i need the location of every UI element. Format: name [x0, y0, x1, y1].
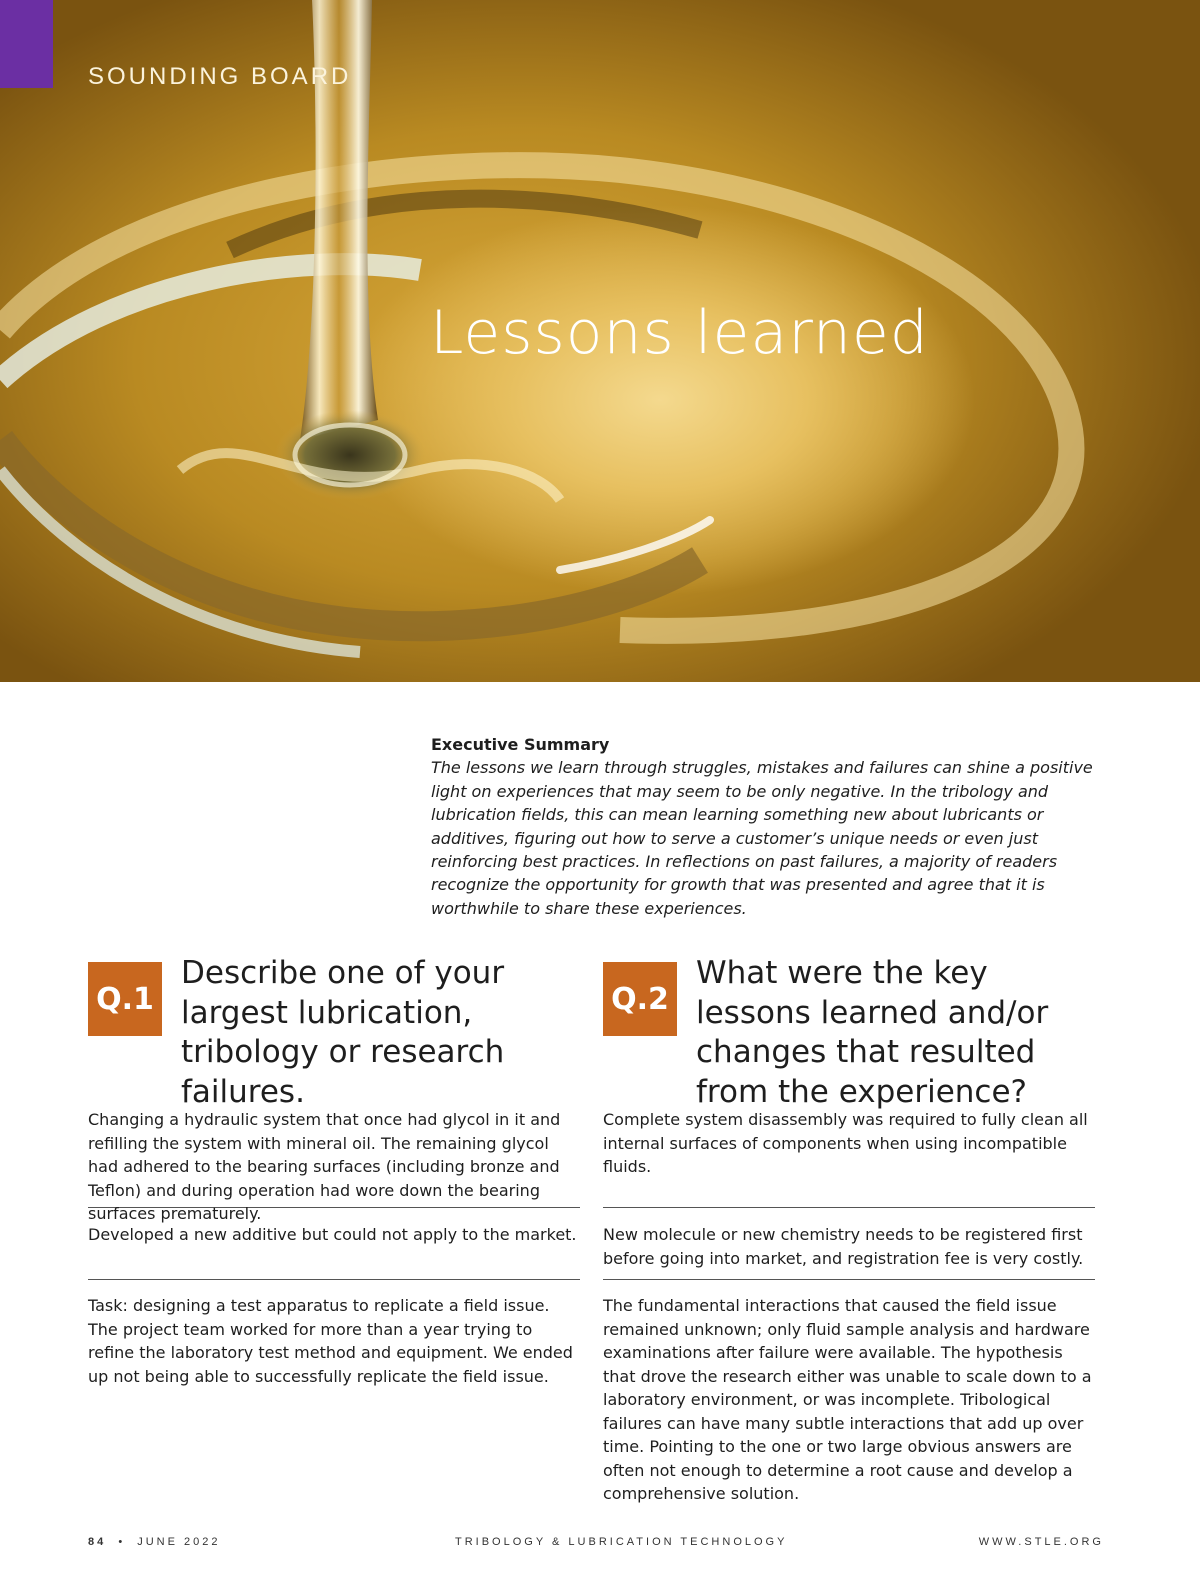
footer-separator: • — [118, 1536, 126, 1548]
executive-summary-heading: Executive Summary — [431, 735, 610, 754]
divider — [603, 1279, 1095, 1280]
question-text: Describe one of your largest lubrication, tribology or research failures. — [181, 955, 505, 1110]
question-badge: Q.1 — [88, 962, 162, 1036]
website-link[interactable]: WWW.STLE.ORG — [978, 1536, 1104, 1548]
issue-date: JUNE 2022 — [137, 1536, 221, 1548]
section-label: SOUNDING BOARD — [88, 63, 352, 90]
footer-left — [88, 1536, 221, 1548]
answer-item: New molecule or new chemistry needs to be registered first before going into market, and registration fee is very costly. — [603, 1225, 1084, 1268]
divider — [603, 1207, 1095, 1208]
answer-item: The fundamental interactions that caused the field issue remained unknown; only fluid sample analysis and hardware examinations after failure were available. The hypothesis that drove the research either was unable to scale down to a laboratory environment, or was incomplete. Tribological failures can have many subtle interactions that add up over time. Pointing to the one or two large obvious answers are often not enough to determine a root cause and develop a comprehensive solution. — [603, 1296, 1092, 1503]
answer-item: Changing a hydraulic system that once had glycol in it and refilling the system with mineral oil. The remaining glycol had adhered to the bearing surfaces (including bronze and Teflon) and during operation had wore down the bearing surfaces prematurely. — [88, 1110, 561, 1223]
question-1-answers — [88, 1108, 580, 1388]
page-number: 84 — [88, 1536, 107, 1548]
page-title: Lessons learned — [430, 298, 929, 368]
publication-name: TRIBOLOGY & LUBRICATION TECHNOLOGY — [455, 1536, 788, 1548]
answer-item: Complete system disassembly was required to fully clean all internal surfaces of components when using incompatible fluids. — [603, 1110, 1088, 1176]
executive-summary — [431, 733, 1103, 920]
hero-image — [0, 0, 1200, 682]
question-2-answers — [603, 1108, 1095, 1506]
answer-item: Task: designing a test apparatus to replicate a field issue. The project team worked for more than a year trying to refine the laboratory test method and equipment. We ended up not being able to successfully replicate the field issue. — [88, 1296, 573, 1386]
divider — [88, 1279, 580, 1280]
question-badge: Q.2 — [603, 962, 677, 1036]
section-color-tab — [0, 0, 53, 88]
question-text: What were the key lessons learned and/or changes that resulted from the experience? — [696, 955, 1049, 1110]
answer-item: Developed a new additive but could not apply to the market. — [88, 1225, 577, 1244]
executive-summary-body: The lessons we learn through struggles, mistakes and failures can shine a positive light on experiences that may seem to be only negative. In the tribology and lubrication fields, this can mean learning something new about lubricants or additives, figuring out how to serve a customer’s unique needs or even just reinforcing best practices. In reflections on past failures, a majority of readers recognize the opportunity for growth that was presented and agree that it is worthwhile to share these experiences. — [431, 758, 1093, 918]
